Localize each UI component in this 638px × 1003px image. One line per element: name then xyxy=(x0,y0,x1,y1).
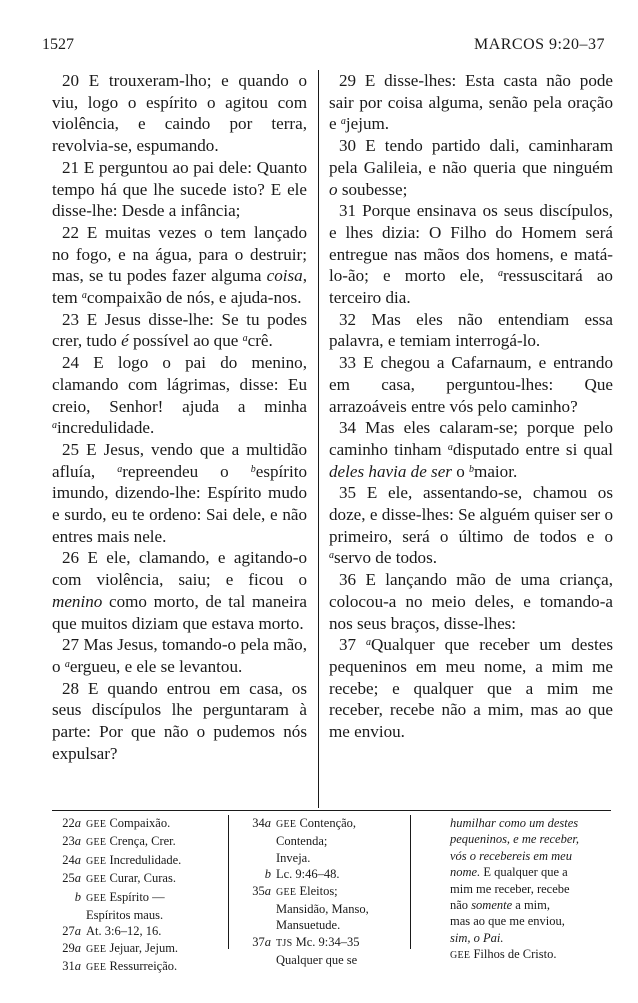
verse-35: 35 E ele, assentando-se, chamou os doze, e disse-lhes: Se alguém quiser ser o primeiro, será o último de todos e o $^a$servo de todos. xyxy=(329,483,613,568)
footnote-text: Espíritos maus. xyxy=(86,908,164,923)
verse-23: 23 E Jesus disse-lhe: Se tu podes crer, tudo é possível ao que $^a$crê. xyxy=(52,309,307,351)
footnote-ref: 23a xyxy=(62,834,81,849)
footnote-item xyxy=(242,833,414,849)
footnote-text: Contenda; xyxy=(276,834,328,849)
footnote-item xyxy=(52,940,230,958)
footnote-text: Mansuetude. xyxy=(276,918,341,933)
verse-33: 33 E chegou a Cafarnaum, e entrando em casa, perguntou-lhes: Que arrazoáveis entre vós pelo caminho? xyxy=(329,353,613,416)
verse-36: 36 E lançando mão de uma criança, colocou-a no meio deles, e tomando-a nos seus braços, disse-lhes: xyxy=(329,570,613,633)
footnote-line: vós o recebereis em meu xyxy=(450,848,572,863)
verse-24: 24 E logo o pai do menino, clamando com lágrimas, disse: Eu creio, Senhor! ajuda a minha $^a$incredulidade. xyxy=(52,353,307,438)
footnote-line: mas ao que me enviou, xyxy=(450,914,565,929)
footnote-text: GEE Espírito — xyxy=(86,889,165,904)
footnote-text: Lc. 9:46–48. xyxy=(276,867,340,882)
footnote-line: GEE Filhos de Cristo. xyxy=(450,947,557,962)
footnote-item xyxy=(52,958,230,976)
footnote-ref: 29a xyxy=(62,940,81,955)
footnote-line: mim me receber, recebe xyxy=(450,881,570,896)
footnote-text: GEE Eleitos; xyxy=(276,883,338,898)
footnote-text: GEE Curar, Curas. xyxy=(86,871,176,886)
verse-30: 30 E tendo partido dali, caminharam pela Galileia, e não queria que ninguém o soubesse; xyxy=(329,136,613,199)
footnote-text: TJS Mc. 9:34–35 xyxy=(276,934,360,949)
verse-29: 29 E disse-lhes: Esta casta não pode sair por coisa alguma, senão pela oração e $^a$jejum. xyxy=(329,71,613,134)
right-column xyxy=(329,70,613,743)
footnote-item xyxy=(52,870,230,888)
footnote-item xyxy=(242,952,414,968)
footnote-ref: 22a xyxy=(62,816,81,830)
footnote-text: GEE Compaixão. xyxy=(86,816,171,830)
footnote-divider xyxy=(52,810,611,811)
verse-31: 31 Porque ensinava os seus discípulos, e lhes dizia: O Filho do Homem será entregue nas mãos dos homens, e matá-lo-ão; e morto ele, $^a$ressuscitará ao terceiro dia. xyxy=(329,201,613,308)
footnote-column-3 xyxy=(450,815,612,965)
verse-27: 27 Mas Jesus, tomando-o pela mão, o $^a$ergueu, e ele se levantou. xyxy=(52,635,307,676)
footnote-line: não somente a mim, xyxy=(450,898,550,913)
verse-37: 37 $^a$Qualquer que receber um destes pequeninos em meu nome, a mim me recebe; e qualquer que a mim me receber, recebe não a mim, mas ao que me enviou. xyxy=(329,635,613,742)
left-column xyxy=(52,70,307,765)
footnote-item xyxy=(242,883,414,901)
footnote-text: GEE Jejuar, Jejum. xyxy=(86,940,179,955)
footnote-ref: 31a xyxy=(62,959,81,974)
footnote-text: GEE Contenção, xyxy=(276,816,357,830)
footnote-ref xyxy=(52,907,86,923)
footnote-line: humilhar como um destes xyxy=(450,816,579,830)
footnote-item xyxy=(242,934,414,952)
footnote-item xyxy=(242,901,414,917)
footnote-item xyxy=(242,917,414,933)
running-head: MARCOS 9:20–37 xyxy=(473,36,605,53)
footnote-text: GEE Incredulidade. xyxy=(86,852,182,867)
footnote-ref: 37a xyxy=(252,934,271,949)
footnote-item xyxy=(242,850,414,866)
page-header xyxy=(42,36,605,60)
footnote-text: Inveja. xyxy=(276,850,311,865)
footnote-item xyxy=(52,889,230,907)
verse-26: 26 E ele, clamando, e agitando-o com violência, saiu; e ficou o menino como morto, de tal maneira que muitos diziam que estava morto. xyxy=(52,548,307,633)
column-divider xyxy=(318,70,319,808)
footnote-text: At. 3:6–12, 16. xyxy=(86,924,162,939)
footnote-ref: 24a xyxy=(62,852,81,867)
footnote-ref: 27a xyxy=(62,924,81,939)
verse-20: 20 E trouxeram-lho; e quando o viu, logo o espírito o agitou com violência, e caindo por terra, revolvia-se, espumando. xyxy=(52,71,307,156)
footnote-item xyxy=(52,815,230,833)
verse-34: 34 Mas eles calaram-se; porque pelo caminho tinham $^a$disputado entre si qual deles havia de ser o $^b$maior. xyxy=(329,418,613,481)
footnote-text: Mansidão, Manso, xyxy=(276,902,369,917)
footnote-ref xyxy=(242,917,276,933)
footnote-line: pequeninos, e me receber, xyxy=(450,832,580,847)
footnote-item xyxy=(242,866,414,882)
verse-32: 32 Mas eles não entendiam essa palavra, e temiam interrogá-lo. xyxy=(329,309,613,351)
footnote-ref: b xyxy=(74,889,81,904)
footnote-column-2 xyxy=(242,815,414,969)
footnote-line: nome. E qualquer que a xyxy=(450,865,568,880)
footnote-item xyxy=(242,815,414,833)
footnote-ref xyxy=(242,952,276,968)
verse-22: 22 E muitas vezes o tem lançado no fogo, e na água, para o destruir; mas, se tu podes fazer alguma coisa, tem $^a$compaixão de nós, e ajuda-nos. xyxy=(52,222,307,308)
footnote-item xyxy=(52,907,230,923)
footnote-item xyxy=(52,852,230,870)
footnote-ref: 35a xyxy=(252,883,271,898)
footnote-divider-2 xyxy=(410,815,411,949)
footnote-divider-1 xyxy=(228,815,229,949)
scripture-columns xyxy=(52,70,611,805)
footnote-ref xyxy=(242,901,276,917)
verse-25: 25 E Jesus, vendo que a multidão afluía, $^a$repreendeu o $^b$espírito imundo, dizendo-lhe: Espírito mudo e surdo, eu te ordeno: Sai dele, e não entres mais nele. xyxy=(52,439,308,546)
footnote-line: sim, o Pai. xyxy=(450,930,504,945)
footnote-item xyxy=(52,833,230,851)
footnote-item xyxy=(52,923,230,939)
footnote-ref xyxy=(242,833,276,849)
page-number: 1527 xyxy=(42,36,74,53)
footnote-text: GEE Ressurreição. xyxy=(86,959,178,974)
footnote-ref xyxy=(242,850,276,866)
footnote-column-1 xyxy=(52,815,230,977)
verse-28: 28 E quando entrou em casa, os seus discípulos lhe perguntaram à parte: Por que não o pudemos nós expulsar? xyxy=(52,678,307,763)
footnote-ref: b xyxy=(264,867,271,882)
footnote-text: Qualquer que se xyxy=(276,953,358,968)
footnote-text: GEE Crença, Crer. xyxy=(86,834,176,849)
footnote-ref: 25a xyxy=(62,871,81,886)
footnote-ref: 34a xyxy=(252,816,271,830)
verse-21: 21 E perguntou ao pai dele: Quanto tempo há que lhe sucede isto? E ele disse-lhe: Desde a infância; xyxy=(52,157,307,221)
